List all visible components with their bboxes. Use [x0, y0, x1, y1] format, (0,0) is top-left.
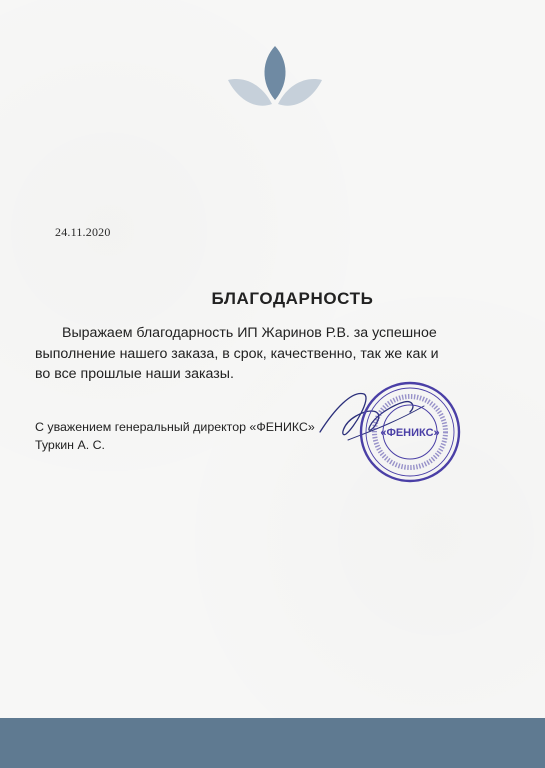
body-line: Выражаем благодарность ИП Жаринов Р.В. за успешное: [62, 325, 437, 341]
leaf-logo-icon: [226, 44, 324, 120]
letter-closing: [35, 418, 315, 454]
footer-bar: [0, 718, 545, 768]
letter-date: 24.11.2020: [55, 225, 111, 239]
body-line: во все прошлые наши заказы.: [35, 366, 234, 382]
body-line: выполнение нашего заказа, в срок, качественно, так же как и: [35, 345, 439, 362]
stamp-text: «ФЕНИКС»: [380, 427, 440, 439]
company-stamp: [358, 380, 462, 484]
signer-name: Туркин А. С.: [35, 438, 105, 452]
closing-line: С уважением генеральный директор «ФЕНИКС»: [35, 420, 315, 434]
letter-title: БЛАГОДАРНОСТЬ: [211, 289, 374, 308]
letter-body: [35, 323, 515, 385]
